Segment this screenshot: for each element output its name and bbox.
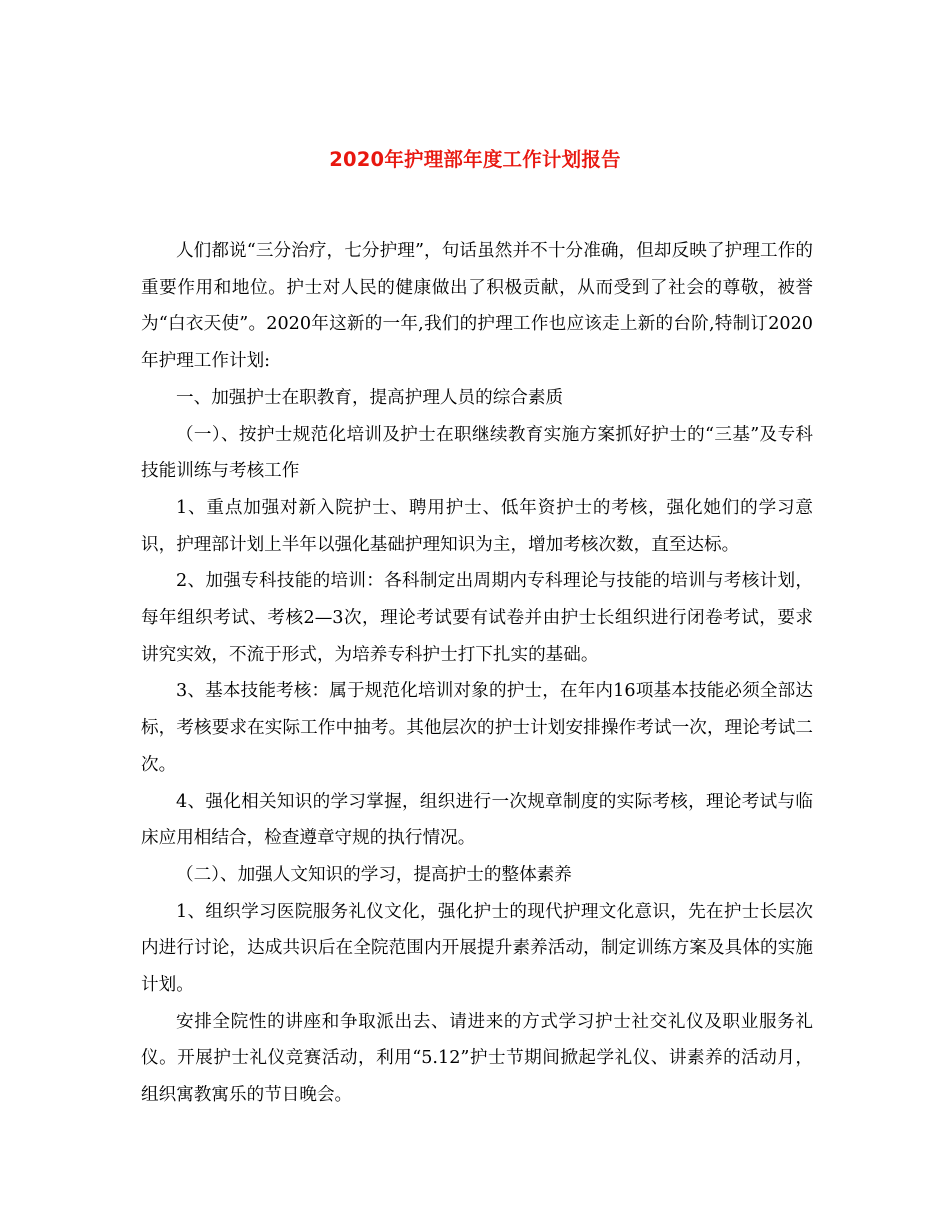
subsection-heading-1: （一）、按护士规范化培训及护士在职继续教育实施方案抓好护士的“三基”及专科技能训练与考核工作	[141, 424, 813, 482]
paragraph-intro: 人们都说“三分治疗，七分护理”，句话虽然并不十分准确，但却反映了护理工作的重要作用和地位。护士对人民的健康做出了积极贡献，从而受到了社会的尊敬，被誉为“白衣天使”。2020年这新的一年,我们的护理工作也应该走上新的台阶,特制订2020年护理工作计划:	[141, 241, 813, 372]
list-item: 1、重点加强对新入院护士、聘用护士、低年资护士的考核，强化她们的学习意识，护理部计划上半年以强化基础护理知识为主，增加考核次数，直至达标。	[141, 497, 813, 555]
list-item: 2、加强专科技能的培训：各科制定出周期内专科理论与技能的培训与考核计划，每年组织考试、考核2—3次，理论考试要有试卷并由护士长组织进行闭卷考试，要求讲究实效，不流于形式，为培养专科护士打下扎实的基础。	[141, 571, 813, 665]
subsection-heading-2: （二）、加强人文知识的学习，提高护士的整体素养	[176, 864, 572, 885]
list-item: 4、强化相关知识的学习掌握，组织进行一次规章制度的实际考核，理论考试与临床应用相结合，检查遵章守规的执行情况。	[141, 791, 813, 849]
list-item: 3、基本技能考核：属于规范化培训对象的护士，在年内16项基本技能必须全部达标，考核要求在实际工作中抽考。其他层次的护士计划安排操作考试一次，理论考试二次。	[141, 681, 813, 775]
section-heading-1: 一、加强护士在职教育，提高护理人员的综合素质	[176, 387, 564, 408]
document-title: 2020年护理部年度工作计划报告	[329, 148, 621, 171]
document-body	[141, 233, 813, 1114]
paragraph: 安排全院性的讲座和争取派出去、请进来的方式学习护士社交礼仪及职业服务礼仪。开展护士礼仪竞赛活动，利用“5.12”护士节期间掀起学礼仪、讲素养的活动月，组织寓教寓乐的节日晚会。	[141, 1011, 813, 1106]
list-item: 1、组织学习医院服务礼仪文化，强化护士的现代护理文化意识，先在护士长层次内进行讨论，达成共识后在全院范围内开展提升素养活动，制定训练方案及具体的实施计划。	[141, 901, 813, 996]
